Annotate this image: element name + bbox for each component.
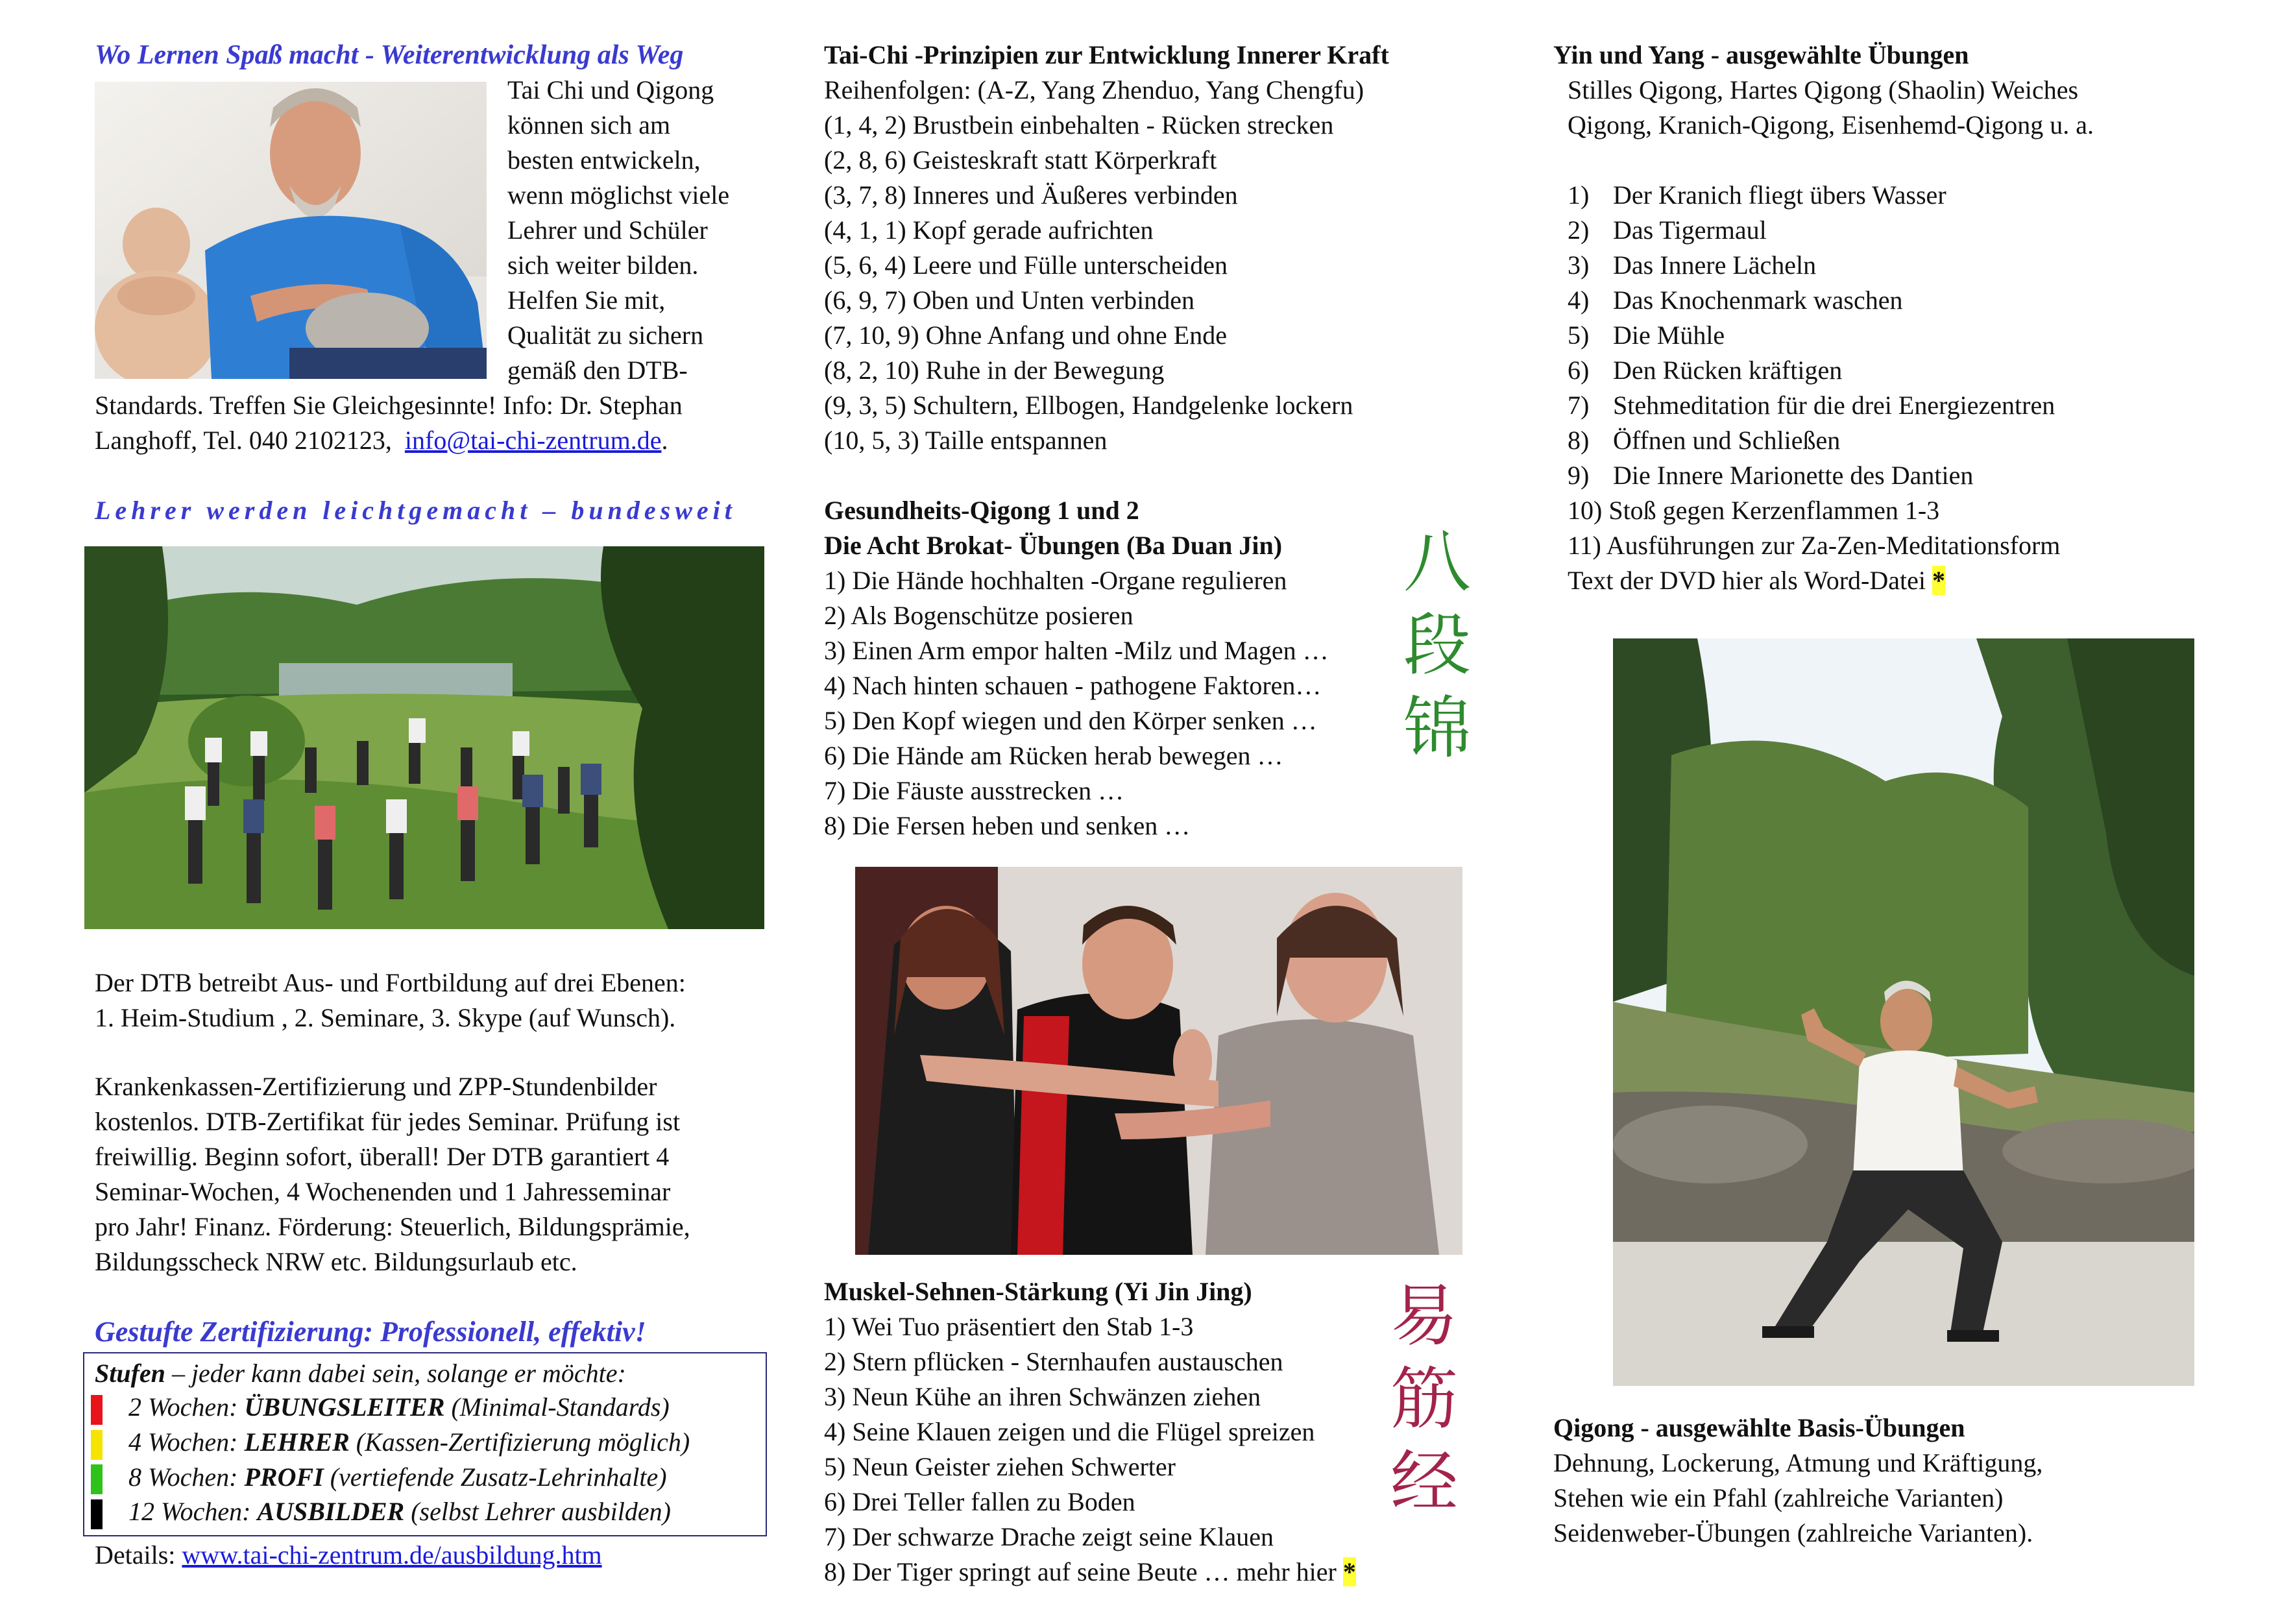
principle-line: (1, 4, 2) Brustbein einbehalten - Rücken strecken xyxy=(824,110,1334,139)
level-color-swatch xyxy=(91,1499,103,1529)
basis-line: Seidenweber-Übungen (zahlreiche Varianten). xyxy=(1553,1518,2033,1547)
principle-line: (5, 6, 4) Leere und Fülle unterscheiden xyxy=(824,250,1228,280)
item-number: 3) xyxy=(1568,250,1590,280)
list-item xyxy=(1568,388,2060,423)
details-line xyxy=(95,1538,602,1573)
text-line: Seminar-Wochen, 4 Wochenenden und 1 Jahresseminar xyxy=(95,1177,671,1206)
list-item: 11) Ausführungen zur Za-Zen-Meditationsform xyxy=(1568,531,2061,560)
level-color-swatch xyxy=(91,1395,103,1425)
basis-line: Stehen wie ein Pfahl (zahlreiche Varianten) xyxy=(1553,1483,2004,1512)
item-number: 2) xyxy=(1568,215,1590,245)
levels-intro xyxy=(95,1356,626,1391)
exercise-line: 5) Neun Geister ziehen Schwerter xyxy=(824,1452,1176,1481)
level-row xyxy=(91,1425,690,1460)
basis-section xyxy=(1553,1411,2043,1551)
exercise-line: 4) Seine Klauen zeigen und die Flügel spreizen xyxy=(824,1417,1315,1446)
text-line: pro Jahr! Finanz. Förderung: Steuerlich, Bildungsprämie, xyxy=(95,1212,690,1241)
list-item xyxy=(1568,353,2060,388)
more-link-star[interactable]: * xyxy=(1342,1557,1356,1586)
level-row xyxy=(91,1390,690,1425)
basis-line: Dehnung, Lockerung, Atmung und Kräftigung, xyxy=(1553,1448,2043,1477)
ba-duan-jin-section xyxy=(824,493,1329,843)
list-item xyxy=(1568,458,2060,493)
text-line: Tai Chi und Qigong xyxy=(507,75,714,104)
item-number: 1) xyxy=(1568,180,1590,210)
principle-line: (7, 10, 9) Ohne Anfang und ohne Ende xyxy=(824,321,1227,350)
level-row xyxy=(91,1460,690,1495)
period: . xyxy=(661,426,668,455)
dvd-link-star[interactable]: * xyxy=(1932,566,1945,595)
exercise-line-more xyxy=(824,1555,1356,1590)
text-line: Krankenkassen-Zertifizierung und ZPP-Stundenbilder xyxy=(95,1072,657,1101)
item-text: Der Kranich fliegt übers Wasser xyxy=(1613,180,1946,210)
level-weeks: 4 Wochen: xyxy=(128,1427,245,1457)
heading-certification: Gestufte Zertifizierung: Professionell, effektiv! xyxy=(95,1316,646,1348)
dtb-paragraph-2 xyxy=(95,1069,690,1279)
dtb-paragraph-1 xyxy=(95,965,686,1036)
level-color-swatch xyxy=(91,1430,103,1460)
text-line: wenn möglichst viele xyxy=(507,180,730,210)
intro-line: Stilles Qigong, Hartes Qigong (Shaolin) Weiches xyxy=(1568,75,2079,104)
contact-line xyxy=(95,423,683,458)
text-line: Bildungsscheck NRW etc. Bildungsurlaub etc. xyxy=(95,1247,577,1276)
exercise-line: 7) Der schwarze Drache zeigt seine Klauen xyxy=(824,1522,1274,1551)
text-line: können sich am xyxy=(507,110,671,139)
cjk-char: 筋 xyxy=(1390,1359,1458,1438)
yin-yang-section xyxy=(1553,38,2094,143)
yin-yang-list xyxy=(1568,178,2060,598)
principle-line: (4, 1, 1) Kopf gerade aufrichten xyxy=(824,215,1154,245)
principle-line: (2, 8, 6) Geisteskraft statt Körperkraft xyxy=(824,145,1217,175)
item-text: Das Innere Lächeln xyxy=(1613,250,1817,280)
item-text: Den Rücken kräftigen xyxy=(1613,356,1843,385)
principle-line: (9, 3, 5) Schultern, Ellbogen, Handgelenke lockern xyxy=(824,391,1353,420)
heading-yi-jin-jing: Muskel-Sehnen-Stärkung (Yi Jin Jing) xyxy=(824,1277,1252,1306)
exercise-line: 6) Die Hände am Rücken herab bewegen … xyxy=(824,741,1283,770)
principle-line: (8, 2, 10) Ruhe in der Bewegung xyxy=(824,356,1165,385)
exercise-line: 8) Die Fersen heben und senken … xyxy=(824,811,1191,840)
text-line: Qualität zu sichern xyxy=(507,321,704,350)
heading-yin-yang: Yin und Yang - ausgewählte Übungen xyxy=(1553,40,1969,69)
item-number: 7) xyxy=(1568,391,1590,420)
level-weeks: 8 Wochen: xyxy=(128,1462,245,1492)
qigong-stance-photo xyxy=(1613,638,2194,1386)
list-item: 10) Stoß gegen Kerzenflammen 1-3 xyxy=(1568,496,1940,525)
ba-duan-jin-characters xyxy=(1401,520,1473,770)
text-line: 1. Heim-Studium , 2. Seminare, 3. Skype (auf Wunsch). xyxy=(95,1003,676,1032)
heading-basis: Qigong - ausgewählte Basis-Übungen xyxy=(1553,1413,1965,1442)
text-line: besten entwickeln, xyxy=(507,145,701,175)
level-note: (Minimal-Standards) xyxy=(444,1392,670,1422)
level-note: (Kassen-Zertifizierung möglich) xyxy=(349,1427,690,1457)
item-number: 9) xyxy=(1568,461,1590,490)
item-number: 8) xyxy=(1568,426,1590,455)
heading-ba-duan-jin: Die Acht Brokat- Übungen (Ba Duan Jin) xyxy=(824,531,1283,560)
exercise-line: 4) Nach hinten schauen - pathogene Faktoren… xyxy=(824,671,1322,700)
item-number: 6) xyxy=(1568,356,1590,385)
heading-principles: Tai-Chi -Prinzipien zur Entwicklung Innerer Kraft xyxy=(824,40,1389,69)
cjk-char: 易 xyxy=(1390,1276,1458,1355)
level-weeks: 12 Wochen: xyxy=(128,1497,258,1527)
details-label: Details: xyxy=(95,1540,182,1569)
list-item xyxy=(1568,318,2060,353)
principle-line: (6, 9, 7) Oben und Unten verbinden xyxy=(824,285,1194,315)
level-title: ÜBUNGSLEITER xyxy=(244,1392,445,1422)
exercise-line: 2) Als Bogenschütze posieren xyxy=(824,601,1133,630)
item-text: Das Tigermaul xyxy=(1613,215,1767,245)
level-title: LEHRER xyxy=(244,1427,350,1457)
list-item xyxy=(1568,248,2060,283)
exercise-line: 5) Den Kopf wiegen und den Körper senken … xyxy=(824,706,1317,735)
text-line: Der DTB betreibt Aus- und Fortbildung auf drei Ebenen: xyxy=(95,968,686,997)
level-title: PROFI xyxy=(244,1462,324,1492)
item-number: 5) xyxy=(1568,321,1590,350)
text-line: Lehrer und Schüler xyxy=(507,215,708,245)
level-color-swatch xyxy=(91,1464,103,1494)
principle-line: (3, 7, 8) Inneres und Äußeres verbinden xyxy=(824,180,1238,210)
intro-full-text xyxy=(95,388,683,458)
exercise-line: 3) Neun Kühe an ihren Schwänzen ziehen xyxy=(824,1382,1261,1411)
heading-qigong-1-2: Gesundheits-Qigong 1 und 2 xyxy=(824,496,1139,525)
cjk-char: 段 xyxy=(1403,605,1471,685)
item-text: Das Knochenmark waschen xyxy=(1613,285,1903,315)
practice-photo xyxy=(855,867,1462,1255)
level-note: (vertiefende Zusatz-Lehrinhalte) xyxy=(323,1462,667,1492)
exercise-line: 1) Wei Tuo präsentiert den Stab 1-3 xyxy=(824,1312,1194,1341)
stufen-text: – jeder kann dabei sein, solange er möchte: xyxy=(165,1359,626,1388)
text-line: Standards. Treffen Sie Gleichgesinnte! Info: Dr. Stephan xyxy=(95,391,683,420)
exercise-line: 7) Die Fäuste ausstrecken … xyxy=(824,776,1124,805)
item-text: Öffnen und Schließen xyxy=(1613,426,1841,455)
level-weeks: 2 Wochen: xyxy=(128,1392,245,1422)
exercise-line: 1) Die Hände hochhalten -Organe regulieren xyxy=(824,566,1287,595)
item-text: Stehmeditation für die drei Energiezentren xyxy=(1613,391,2055,420)
cjk-char: 八 xyxy=(1403,522,1471,601)
cjk-char: 锦 xyxy=(1403,688,1471,768)
exercise-line: 3) Einen Arm empor halten -Milz und Magen … xyxy=(824,636,1329,665)
item-text: Die Innere Marionette des Dantien xyxy=(1613,461,1974,490)
exercise-line: 6) Drei Teller fallen zu Boden xyxy=(824,1487,1135,1516)
levels-list xyxy=(91,1390,690,1529)
exercise-text: 8) Der Tiger springt auf seine Beute … mehr hier xyxy=(824,1557,1343,1586)
dvd-line xyxy=(1568,563,2060,598)
text-line: gemäß den DTB- xyxy=(507,356,688,385)
level-title: AUSBILDER xyxy=(257,1497,405,1527)
heading-teachers: Lehrer werden leichtgemacht – bundesweit xyxy=(95,496,736,525)
list-item xyxy=(1568,178,2060,213)
intro-line: Qigong, Kranich-Qigong, Eisenhemd-Qigong u. a. xyxy=(1568,110,2094,139)
level-row xyxy=(91,1494,690,1529)
cjk-char: 经 xyxy=(1390,1442,1458,1521)
text-line: kostenlos. DTB-Zertifikat für jedes Seminar. Prüfung ist xyxy=(95,1107,681,1136)
list-item xyxy=(1568,423,2060,458)
principle-line: Reihenfolgen: (A-Z, Yang Zhenduo, Yang Chengfu) xyxy=(824,75,1364,104)
group-photo xyxy=(84,546,764,929)
intro-wrap-text xyxy=(507,73,729,388)
email-link[interactable]: info@tai-chi-zentrum.de xyxy=(404,426,662,455)
text-line: sich weiter bilden. xyxy=(507,250,699,280)
yi-jin-jing-characters xyxy=(1388,1274,1460,1523)
exercise-line: 2) Stern pflücken - Sternhaufen austauschen xyxy=(824,1347,1283,1376)
principle-line: (10, 5, 3) Taille entspannen xyxy=(824,426,1108,455)
heading-learning: Wo Lernen Spaß macht - Weiterentwicklung als Weg xyxy=(95,40,684,70)
contact-text: Langhoff, Tel. 040 2102123, xyxy=(95,426,392,455)
stufen-label: Stufen xyxy=(95,1359,165,1388)
text-line: Helfen Sie mit, xyxy=(507,285,666,315)
level-note: (selbst Lehrer ausbilden) xyxy=(404,1497,671,1527)
details-link[interactable]: www.tai-chi-zentrum.de/ausbildung.htm xyxy=(182,1540,602,1569)
yi-jin-jing-section xyxy=(824,1274,1356,1590)
taichi-principles xyxy=(824,38,1389,458)
teacher-photo xyxy=(95,82,487,379)
list-item xyxy=(1568,283,2060,318)
item-text: Die Mühle xyxy=(1613,321,1725,350)
text-line: freiwillig. Beginn sofort, überall! Der DTB garantiert 4 xyxy=(95,1142,670,1171)
item-number: 4) xyxy=(1568,285,1590,315)
dvd-text: Text der DVD hier als Word-Datei xyxy=(1568,566,1932,595)
list-item xyxy=(1568,213,2060,248)
